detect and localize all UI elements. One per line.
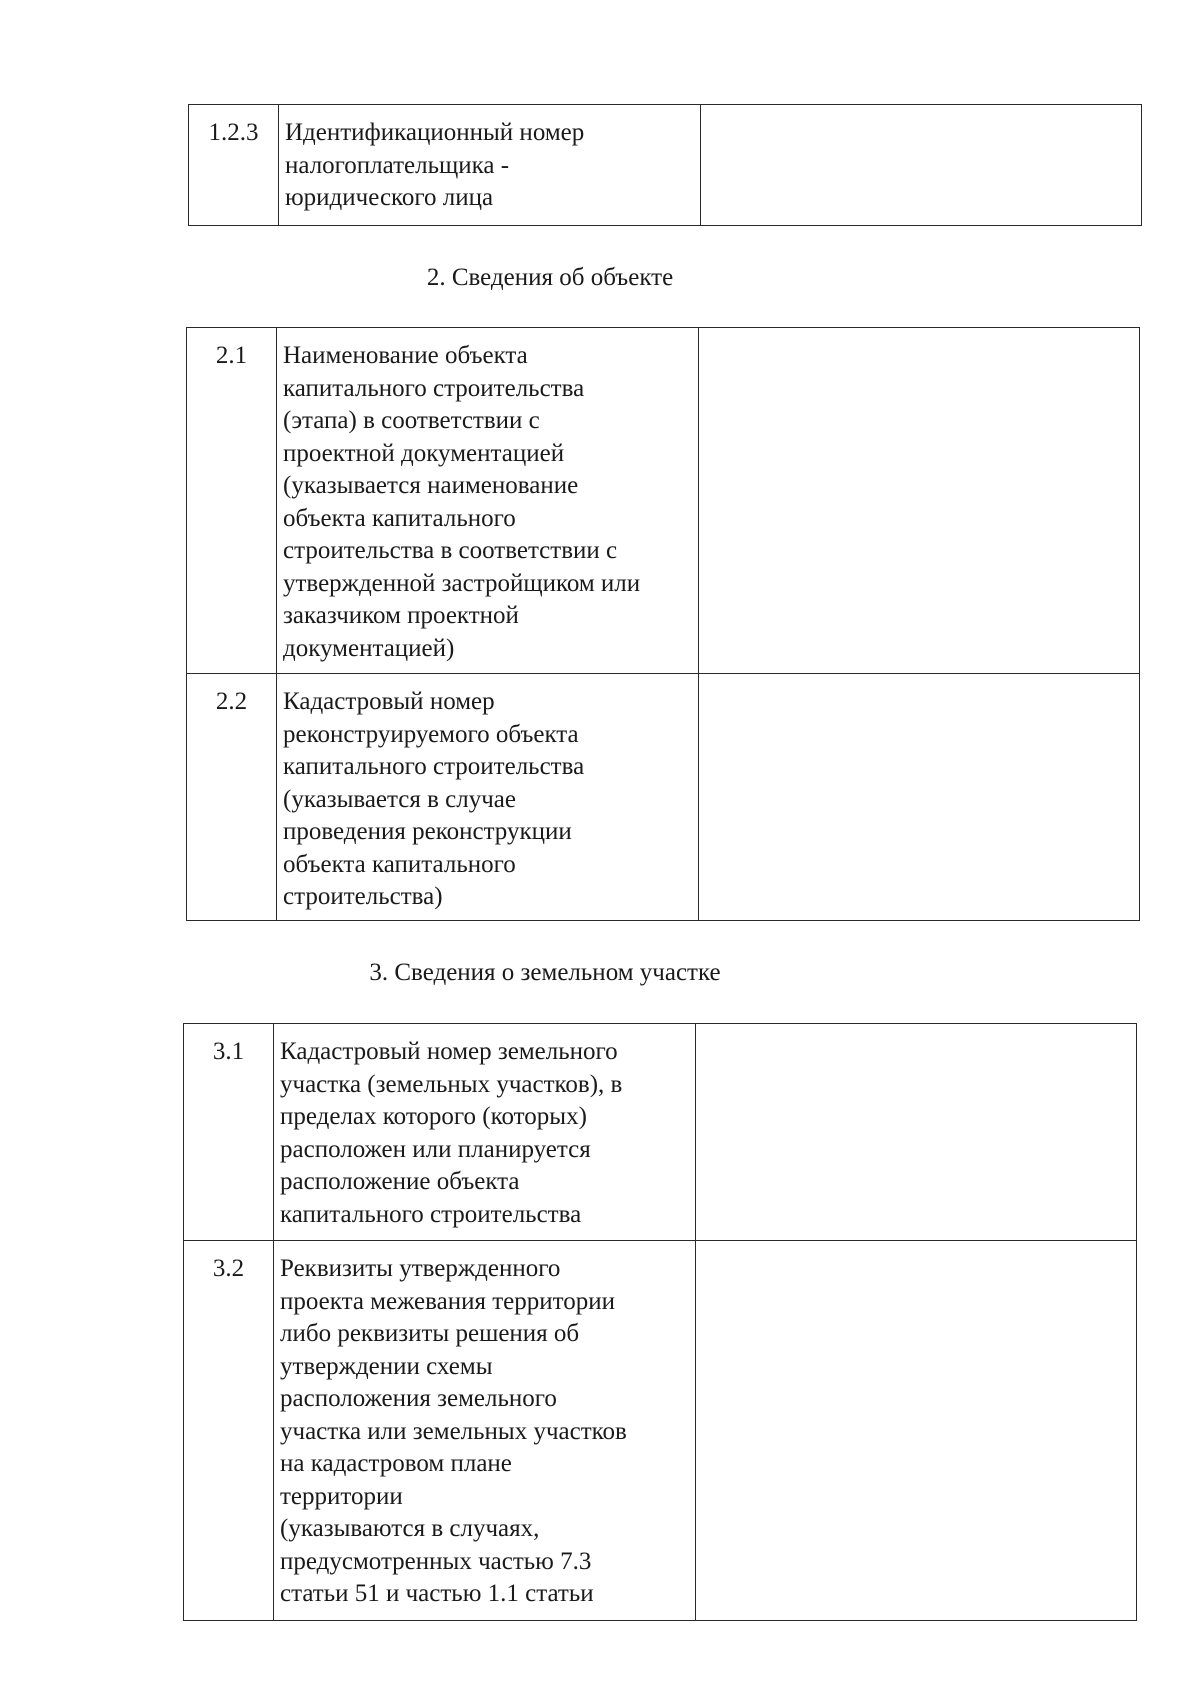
section-heading-land-plot: 3. Сведения о земельном участке <box>369 959 721 986</box>
row-number: 3.1 <box>184 1024 274 1241</box>
row-value-cell[interactable] <box>696 1241 1137 1621</box>
row-value-cell[interactable] <box>699 328 1140 674</box>
row-label: Реквизиты утвержденного проекта межевания территории либо реквизиты решения об утверждении схемы расположения земельного участка или земельных участков на кадастровом плане территории (указываются в случаях, предусмотренных частью 7.3 статьи 51 и частью 1.1 статьи <box>274 1241 696 1621</box>
table-row-2-2 <box>187 674 1140 921</box>
table-land-plot-details <box>183 1023 1137 1621</box>
table-applicant-details <box>188 104 1142 226</box>
row-number: 2.1 <box>187 328 277 674</box>
row-value-cell[interactable] <box>696 1024 1137 1241</box>
row-number: 3.2 <box>184 1241 274 1621</box>
row-label: Наименование объекта капитального строительства (этапа) в соответствии с проектной документацией (указывается наименование объекта капитального строительства в соответствии с утвержденной застройщиком или заказчиком проектной документацией) <box>277 328 699 674</box>
row-label: Идентификационный номер налогоплательщика - юридического лица <box>279 105 701 226</box>
section-heading-object: 2. Сведения об объекте <box>426 264 674 291</box>
row-number: 1.2.3 <box>189 105 279 226</box>
table-row-3-2 <box>184 1241 1137 1621</box>
row-label: Кадастровый номер реконструируемого объекта капитального строительства (указывается в случае проведения реконструкции объекта капитального строительства) <box>277 674 699 921</box>
table-object-details <box>186 327 1140 921</box>
table-row-3-1 <box>184 1024 1137 1241</box>
row-value-cell[interactable] <box>701 105 1142 226</box>
row-number: 2.2 <box>187 674 277 921</box>
row-value-cell[interactable] <box>699 674 1140 921</box>
table-row-2-1 <box>187 328 1140 674</box>
table-row-1-2-3 <box>189 105 1142 226</box>
row-label: Кадастровый номер земельного участка (земельных участков), в пределах которого (которых) расположен или планируется расположение объекта капитального строительства <box>274 1024 696 1241</box>
